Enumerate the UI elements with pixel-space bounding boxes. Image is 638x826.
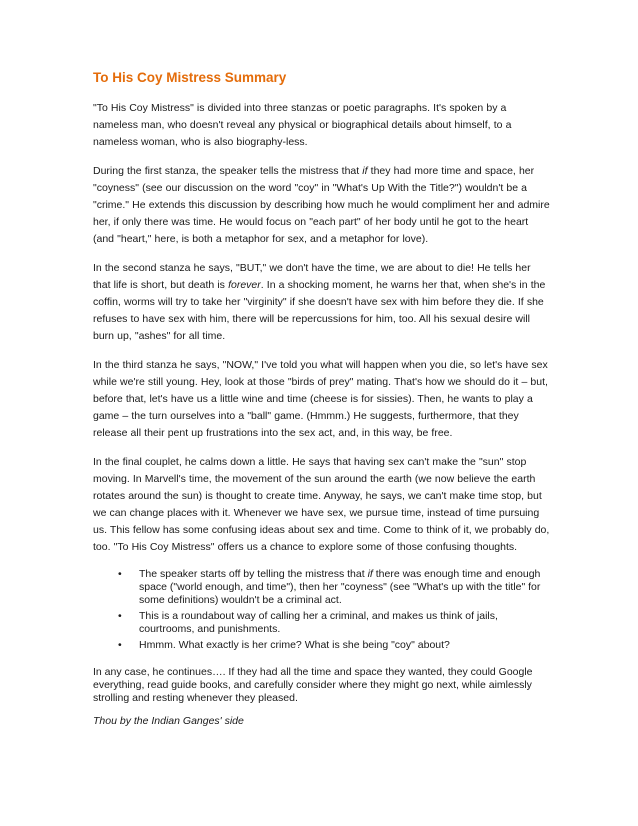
- paragraph-intro: "To His Coy Mistress" is divided into three stanzas or poetic paragraphs. It's spoken by a nameless man, who doesn't reveal any physical or biographical details about himself, to a nameless woman, who is also biography-less.: [93, 102, 512, 148]
- text-run: Hmmm. What exactly is her crime? What is she being "coy" about?: [139, 639, 450, 651]
- text-run: they had more time and space, her "coyness" (see our discussion on the word "coy" in "What's Up With the Title?") wouldn't be a "crime." He extends this discussion by describing how much he would compliment her and admire her, if only there was time. He would focus on "each part" of her body until he got to the heart (and "heart," here, is both a metaphor for sex, and a metaphor for love).: [93, 165, 550, 245]
- text-run: there was enough time and enough space ("world enough, and time"), then her "coyness" (see "What's up with the title" for some definitions) wouldn't be a criminal act.: [139, 568, 541, 606]
- poem-quote: Thou by the Indian Ganges' side: [93, 715, 244, 727]
- emphasis-text: if: [367, 568, 373, 580]
- paragraph-third-stanza: In the third stanza he says, "NOW," I've told you what will happen when you die, so let's have sex while we're still young. Hey, look at those "birds of prey" mating. That's how we should do it – but, before that, let's have us a little wine and time (cheese is for sissies). Then, he wants to play a game – the turn ourselves into a "ball" game. (Hmmm.) He suggests, furthermore, that they release all their pent up frustrations into the sex act, and, in this way, be free.: [93, 359, 548, 439]
- text-run: During the first stanza, the speaker tells the mistress that: [93, 165, 363, 177]
- paragraph-final-couplet: In the final couplet, he calms down a little. He says that having sex can't make the "sun" stop moving. In Marvell's time, the movement of the sun around the earth (we now believe the earth rotates around the sun) is thought to create time. Anyway, he says, we can't make time stop, but we can change places with it. Whenever we have sex, we pursue time, instead of time pursuing us. This fellow has some confusing ideas about sex and time. Come to think of it, we probably do, too. "To His Coy Mistress" offers us a chance to explore some of those confusing thoughts.: [93, 456, 550, 553]
- emphasis-text: forever: [228, 279, 261, 291]
- text-run: . In a shocking moment, he warns her that, when she's in the coffin, worms will try to take her "virginity" if she doesn't have sex with him before they die. If she refuses to have sex with him, there will be repercussions for him, too. All his sexual desire will burn up, "ashes" for all time.: [93, 279, 546, 342]
- paragraph-second-stanza: [93, 260, 551, 345]
- text-run: This is a roundabout way of calling her a criminal, and makes us think of jails, courtrooms, and punishments.: [139, 610, 498, 635]
- document-body: [93, 70, 551, 728]
- bullet-icon: •: [118, 610, 122, 622]
- bullet-icon: •: [118, 568, 122, 580]
- bullet-icon: •: [118, 639, 122, 651]
- list-item: [93, 610, 551, 636]
- paragraph-first-stanza: [93, 163, 551, 248]
- bullet-list: [93, 568, 551, 652]
- page-title: To His Coy Mistress Summary: [93, 70, 287, 85]
- text-run: The speaker starts off by telling the mistress that: [139, 568, 368, 580]
- emphasis-text: if: [362, 165, 368, 177]
- text-run: In the second stanza he says, "BUT," we don't have the time, we are about to die! He tells her that life is short, but death is: [93, 262, 531, 291]
- list-item: [93, 568, 551, 607]
- paragraph-continuation: In any case, he continues…. If they had all the time and space they wanted, they could Google everything, read guide books, and carefully consider where they might go next, while aimlessly strolling and resting whenever they pleased.: [93, 666, 533, 704]
- list-item: [93, 639, 551, 652]
